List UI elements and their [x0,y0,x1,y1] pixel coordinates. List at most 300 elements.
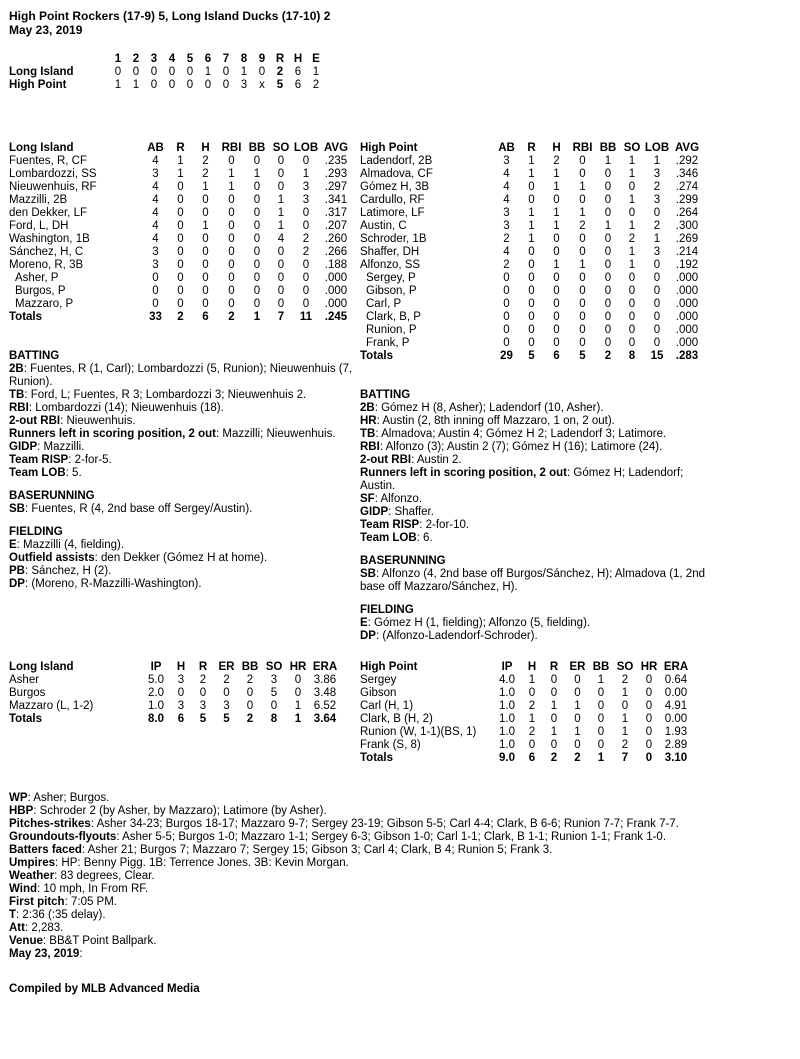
away-batting-stat: 0 [302,298,310,310]
away-batting-stat: 2 [302,246,310,258]
home-batting-stat: .346 [675,168,699,180]
home-pitching-stat: 0 [621,700,629,712]
notes-line [9,467,354,480]
home-pitching-stat: 0 [550,687,558,699]
away-pitching-row [9,674,340,687]
home-batting-stat: 1 [553,168,560,180]
away-batting-player-name: Washington, 1B [9,233,90,245]
away-batting-totals-stat: 11 [299,311,313,323]
linescore-corner [9,53,109,66]
home-batting-stat: 0 [553,324,560,336]
home-batting-stat: 1 [528,220,535,232]
away-batting-stat: 0 [253,298,261,310]
home-batting-totals-stat: 15 [650,350,664,362]
linescore-col-header: 6 [204,53,212,65]
home-pitching-col-header: BB [592,661,610,673]
notes-line-text: : (Moreno, R-Mazzilli-Washington). [24,578,202,590]
game-note-label: HBP [9,805,34,817]
away-batting-col-header: BB [248,142,266,154]
home-pitching-body [360,674,691,765]
linescore-team: Long Island [9,66,74,78]
home-batting-stat: 0 [579,246,586,258]
away-batting-stat: 1 [277,194,285,206]
linescore-cell: 1 [312,66,320,78]
away-batting-player-name: Mazzilli, 2B [9,194,68,206]
linescore-table [9,53,325,92]
home-batting-stat: 0 [604,194,612,206]
notes-line [9,565,354,578]
home-pitching-stat: 2 [621,674,629,686]
home-batting-stat: 1 [604,220,612,232]
linescore-body [9,66,325,92]
home-batting-stat: 0 [528,194,535,206]
game-note-text: : 10 mph, In From RF. [37,883,149,895]
home-batting-stat: 1 [528,207,535,219]
home-pitching-stat: 0.00 [664,713,688,725]
home-batting-stat: 1 [553,259,560,271]
away-batting-stat: 0 [253,181,261,193]
notes-line-text: : Lombardozzi (14); Nieuwenhuis (18). [28,402,224,414]
away-pitching-stat: 1 [294,700,302,712]
home-pitching-stat: 0 [550,739,558,751]
notes-line-text: : Austin (2, 8th inning off Mazzaro, 1 on, 2 out). [376,415,615,427]
home-batting-stat: 1 [528,233,535,245]
game-note-text: : Asher 21; Burgos 7; Mazzaro 7; Sergey 15; Gibson 3; Carl 4; Clark, B 4; Runion 5; Frank 3. [81,844,553,856]
away-batting-stat: 0 [253,155,261,167]
home-pitching-row [360,674,691,687]
away-batting-totals-row [9,311,353,324]
away-batting-totals-stat: 6 [202,311,209,323]
home-batting-col-header: R [527,142,536,154]
away-batting-stat: 0 [228,233,235,245]
away-batting-stat: 3 [152,246,159,258]
home-batting-stat: 1 [628,246,636,258]
away-batting-stat: 4 [152,220,159,232]
notes-line-text: : Shaffer. [388,506,434,518]
game-note-label: Wind [9,883,37,895]
home-batting-stat: .000 [675,324,699,336]
away-batting-stat: .266 [324,246,348,258]
notes-line-label: PB [9,565,25,577]
home-batting-stat: 0 [553,337,560,349]
home-pitching-stat: 1.0 [499,713,515,725]
home-batting-stat: 0 [579,168,586,180]
away-batting-stat: 3 [152,259,159,271]
linescore-cell: 0 [186,66,194,78]
home-batting-stat: 0 [528,311,535,323]
home-batting-stat: 2 [579,220,586,232]
home-batting-player-name: Sergey, P [366,272,416,284]
notes-line-text: : 2-for-5. [68,454,112,466]
home-pitching-stat: 1 [528,713,536,725]
linescore-col-header: H [293,53,303,65]
away-batting-player-name: Fuentes, R, CF [9,155,87,167]
away-pitching-col-header: R [198,661,208,673]
home-batting-stat: .000 [675,337,699,349]
away-batting-stat: 0 [302,259,310,271]
away-batting-stat: .260 [324,233,348,245]
away-batting-stat: 0 [202,285,209,297]
home-batting-row [360,272,704,285]
game-note-line [9,935,749,948]
notes-line-label: TB [360,428,376,440]
away-pitching-stat: 2 [199,674,207,686]
away-batting-row [9,259,353,272]
home-batting-stat: 4 [503,168,510,180]
away-batting-stat: 0 [302,155,310,167]
home-pitching-stat: 1 [621,726,629,738]
linescore-col-header: 7 [222,53,230,65]
notes-line-text: : 6. [416,532,433,544]
notes-line-label: DP [360,630,376,642]
game-note-line [9,844,749,857]
home-batting-player-name: Runion, P [366,324,417,336]
home-batting-stat: 1 [604,155,612,167]
away-pitching-stat: 3 [223,700,230,712]
home-pitching-col-header: R [549,661,559,673]
away-batting-stat: 2 [302,233,310,245]
away-batting-player-name: Moreno, R, 3B [9,259,84,271]
notes-line [360,532,705,545]
home-batting-stat: 0 [528,259,535,271]
home-batting-stat: 4 [503,194,510,206]
home-pitching-stat: 1 [597,674,605,686]
game-note-line [9,922,749,935]
game-note-text: : 7:05 PM. [64,896,118,908]
away-batting-stat: 0 [202,246,209,258]
linescore-cell: 1 [114,79,122,91]
linescore-cell: 5 [276,79,284,91]
home-pitching-row [360,700,691,713]
home-notes [360,389,705,643]
away-batting-row [9,207,353,220]
home-batting-stat: 0 [553,311,560,323]
notes-line [360,617,705,630]
linescore-cell: 2 [312,79,320,91]
notes-line-label: 2B [360,402,375,414]
home-batting-row [360,337,704,350]
home-batting-stat: 2 [503,259,510,271]
away-batting-stat: .000 [324,272,348,284]
away-batting-stat: 0 [277,285,285,297]
away-pitching-stat: 0 [199,687,207,699]
notes-line-label: Runners left in scoring position, 2 out [360,467,568,479]
home-pitching-stat: 1 [574,700,581,712]
away-pitching-col-header: ER [218,661,235,673]
away-batting-stat: .293 [324,168,348,180]
away-batting-totals-label: Totals [9,311,43,323]
away-batting-stat: 0 [302,285,310,297]
away-batting-totals-stat: 33 [149,311,162,323]
home-batting-stat: 0 [628,181,636,193]
home-batting-totals-stat: .283 [675,350,699,362]
home-batting-row [360,259,704,272]
home-batting-stat: 0 [579,311,586,323]
home-pitching-player-name: Clark, B (H, 2) [360,713,433,725]
home-pitching-player-name: Frank (S, 8) [360,739,421,751]
home-batting-player-name: Cardullo, RF [360,194,425,206]
home-batting-stat: 0 [503,311,510,323]
away-batting-stat: .207 [324,220,348,232]
notes-line [9,454,354,467]
home-batting-stat: 1 [628,155,636,167]
away-pitching-col-header: ERA [312,661,338,673]
away-batting-row [9,181,353,194]
away-batting-col-header: RBI [221,142,242,154]
notes-line-text: : Mazzilli; Nieuwenhuis. [216,428,336,440]
home-batting-stat: 2 [653,181,661,193]
away-batting-stat: 0 [253,233,261,245]
away-pitching-totals-stat: 5 [223,713,230,725]
away-batting-team-header: Long Island [9,142,74,154]
away-pitching-totals-stat: 6 [177,713,185,725]
home-pitching-stat: 0 [597,726,605,738]
away-batting-player-name: Burgos, P [15,285,66,297]
away-pitching-stat: 0 [246,687,254,699]
home-batting-row [360,207,704,220]
notes-line-label: Outfield assists [9,552,95,564]
game-note-line [9,948,749,961]
away-pitching-header [9,661,340,674]
away-batting-player-name: Sánchez, H, C [9,246,84,258]
away-batting-stat: 0 [277,259,285,271]
notes-line [9,402,354,415]
home-pitching-col-header: ER [569,661,586,673]
home-batting-body [360,155,704,363]
away-pitching-stat: 6.52 [313,700,337,712]
home-pitching-table [360,661,691,765]
notes-line [9,539,354,552]
away-batting-stat: 0 [177,259,184,271]
linescore-col-header: 4 [168,53,176,65]
notes-line [9,441,354,454]
away-batting-stat: .297 [324,181,348,193]
home-pitching-player-name: Runion (W, 1-1)(BS, 1) [360,726,477,738]
away-batting-row [9,233,353,246]
home-batting-row [360,220,704,233]
away-batting-stat: 0 [277,155,285,167]
game-note-label: T [9,909,17,921]
game-note-text: : Schroder 2 (by Asher, by Mazzaro); Latimore (by Asher). [33,805,327,817]
home-pitching-stat: 2.89 [664,739,688,751]
home-pitching-row [360,726,691,739]
home-batting-stat: 1 [553,181,560,193]
away-batting-stat: 0 [228,207,235,219]
linescore-col-header: E [312,53,320,65]
home-pitching-stat: 1 [621,713,629,725]
home-pitching-stat: 2 [528,726,536,738]
home-pitching-stat: 0 [645,713,653,725]
home-batting-stat: .274 [675,181,699,193]
home-batting-stat: 1 [553,220,560,232]
home-batting-stat: 0 [528,298,535,310]
home-batting-row [360,168,704,181]
away-batting-stat: 0 [177,298,184,310]
home-pitching-stat: 0 [574,739,581,751]
away-pitching-col-header: SO [265,661,283,673]
home-pitching-stat: 1.0 [499,739,515,751]
home-pitching-stat: 0 [597,700,605,712]
home-batting-stat: 1 [528,168,535,180]
game-note-label: Batters faced [9,844,82,856]
linescore-cell: 0 [222,79,230,91]
home-batting-stat: 3 [503,207,510,219]
home-batting-stat: 2 [503,233,510,245]
game-note-line [9,792,749,805]
home-batting-stat: .292 [675,155,699,167]
home-batting-player-name: Shaffer, DH [360,246,420,258]
linescore-cell: 0 [132,66,140,78]
home-batting-stat: 1 [579,259,586,271]
home-batting-stat: 1 [628,259,636,271]
notes-line [9,578,354,591]
away-batting-stat: 1 [302,168,310,180]
linescore-cell: 0 [150,79,158,91]
home-batting-stat: 3 [653,168,661,180]
linescore-col-header: 3 [150,53,158,65]
home-pitching-stat: 0 [597,739,605,751]
away-pitching-stat: 0 [294,687,302,699]
away-batting-stat: 2 [202,155,209,167]
home-batting-stat: 0 [628,324,636,336]
home-pitching-header [360,661,691,674]
away-batting-stat: 0 [277,246,285,258]
away-batting-totals-stat: 1 [253,311,261,323]
home-pitching-stat: 1.93 [664,726,688,738]
home-pitching-stat: 0.64 [664,674,688,686]
notes-line [360,519,705,532]
home-batting-stat: 0 [553,194,560,206]
home-pitching-stat: 0 [597,713,605,725]
home-batting-stat: 0 [553,272,560,284]
away-batting-stat: 0 [202,207,209,219]
away-batting-stat: 1 [277,220,285,232]
home-batting-stat: 0 [604,259,612,271]
home-batting-col-header: AB [498,142,515,154]
home-pitching-totals-stat: 9.0 [499,752,515,764]
away-batting-stat: 0 [302,207,310,219]
game-note-line [9,831,749,844]
away-batting-stat: 4 [152,194,159,206]
home-pitching-stat: 0 [574,713,581,725]
home-batting-stat: 0 [604,324,612,336]
away-pitching-stat: 0 [294,674,302,686]
home-batting-stat: 0 [528,285,535,297]
home-batting-stat: 0 [503,272,510,284]
away-batting-stat: .000 [324,285,348,297]
notes-line-text: : Gómez H; Ladendorf; Austin. [360,467,684,492]
notes-line-label: SB [360,568,376,580]
away-batting-stat: 0 [202,298,209,310]
home-batting-stat: 0 [579,155,586,167]
away-pitching-stat: 2 [223,674,230,686]
away-pitching-table [9,661,340,726]
home-batting-stat: 3 [503,220,510,232]
away-batting-stat: 0 [228,298,235,310]
away-batting-stat: 0 [277,181,285,193]
away-pitching-stat: 3 [177,700,185,712]
home-pitching-stat: 0 [645,674,653,686]
home-batting-stat: 0 [553,246,560,258]
home-batting-stat: .214 [675,246,699,258]
home-batting-stat: 0 [528,181,535,193]
away-pitching-stat: 0 [223,687,230,699]
away-batting-stat: 0 [253,207,261,219]
notes-line-text: : Gómez H (1, fielding); Alfonzo (5, fielding). [367,617,591,629]
home-batting-col-header: SO [623,142,641,154]
away-pitching-stat: 3 [199,700,207,712]
game-note-line [9,896,749,909]
home-pitching-stat: 1 [621,687,629,699]
notes-section-heading: FIELDING [9,526,63,538]
linescore-cell: 0 [258,66,266,78]
away-pitching-totals-stat: 8 [270,713,278,725]
away-batting-row [9,194,353,207]
away-batting-stat: 0 [228,285,235,297]
home-pitching-stat: 0 [645,739,653,751]
notes-line-text: : Almadova; Austin 4; Gómez H 2; Ladendorf 3; Latimore. [375,428,667,440]
home-batting-stat: 0 [579,324,586,336]
home-pitching-stat: 0 [597,687,605,699]
home-batting-stat: 1 [528,155,535,167]
game-note-line [9,870,749,883]
notes-line [9,389,354,402]
linescore-cell: 1 [132,79,140,91]
notes-line-text: : 2-for-10. [419,519,470,531]
away-pitching-totals-row [9,713,340,726]
home-batting-stat: 0 [553,285,560,297]
notes-line-text: : Alfonzo. [374,493,423,505]
game-note-line [9,857,749,870]
home-batting-stat: 1 [553,207,560,219]
home-batting-stat: 3 [653,194,661,206]
away-batting-stat: 0 [277,272,285,284]
home-batting-stat: 0 [528,337,535,349]
game-note-text: : 2:36 (:35 delay). [16,909,106,921]
away-batting-body [9,155,353,324]
game-note-text: : BB&T Point Ballpark. [42,935,157,947]
away-batting-row [9,246,353,259]
away-batting-stat: 4 [277,233,285,245]
home-batting-stat: 0 [579,285,586,297]
home-batting-stat: 2 [653,220,661,232]
away-batting-totals-stat: 2 [177,311,184,323]
home-batting-row [360,233,704,246]
notes-line-label: SF [360,493,375,505]
away-batting-totals-stat: 2 [228,311,235,323]
away-pitching-row [9,687,340,700]
game-title-block [9,9,330,37]
notes-line-label: Team RISP [360,519,420,531]
home-batting-stat: 0 [628,272,636,284]
home-batting-stat: .000 [675,272,699,284]
notes-line [9,363,354,389]
home-pitching-stat: 0.00 [664,687,688,699]
home-batting-stat: 0 [628,298,636,310]
away-batting-stat: 0 [228,194,235,206]
home-batting-stat: 0 [503,324,510,336]
home-batting-stat: 0 [528,324,535,336]
notes-line [360,415,705,428]
away-batting-stat: 1 [228,181,235,193]
notes-line-label: E [360,617,368,629]
notes-line-text: : den Dekker (Gómez H at home). [94,552,268,564]
away-batting-stat: 0 [177,207,184,219]
home-pitching-totals-stat: 1 [597,752,605,764]
home-batting-row [360,285,704,298]
away-pitching-totals-stat: 2 [246,713,254,725]
notes-line [9,503,354,516]
